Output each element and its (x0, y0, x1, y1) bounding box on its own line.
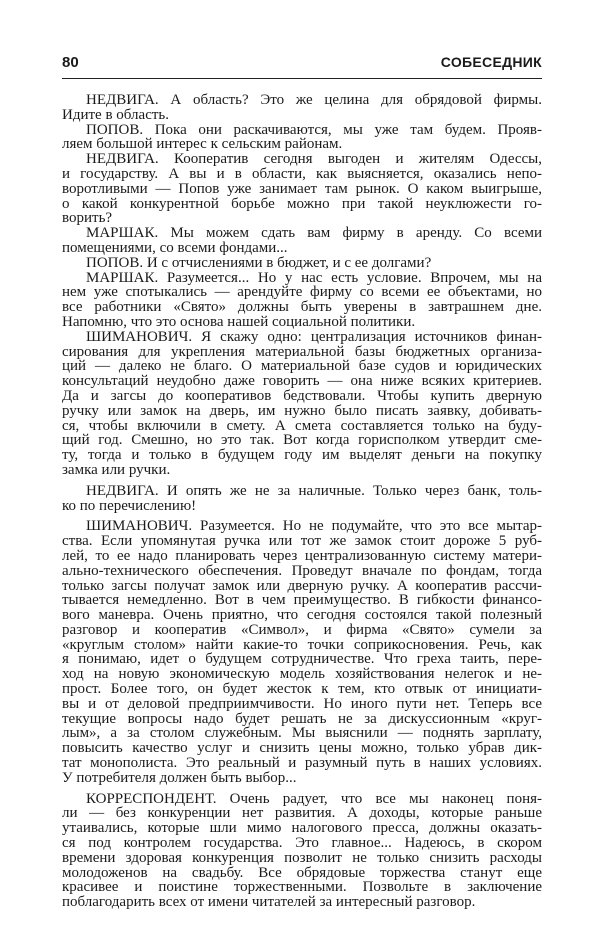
text-line: ту, тогда и только в будущем году им выделят деньги на покупку (62, 447, 542, 464)
text-line: о какой конкурентной борьбе можно при такой неуклюжести го- (62, 195, 542, 212)
text-line: У потребителя должен быть выбор... (62, 769, 297, 786)
dialogue-paragraph (62, 519, 542, 785)
text-line: ход на новую экономическую модель хозяйствования нелегок и не- (62, 666, 542, 683)
text-line: ко по перечислению! (62, 497, 197, 514)
header-rule (62, 78, 542, 79)
text-line: лым», а за столом служебным. Мы выяснили — поднять зарплату, (62, 725, 542, 742)
text-line: тат монополиста. Это реальный и разумный путь в наших условиях. (62, 755, 542, 772)
dialogue-paragraph (62, 226, 542, 256)
text-line: красивее и поистине торжественными. Позвольте в заключение (62, 879, 542, 896)
text-line: я понимаю, идет о будущем сотрудничестве. Что греха таить, пере- (62, 651, 542, 668)
text-line: лей, то ее надо планировать через централизованную систему матери- (62, 547, 542, 564)
text-line: ручку или замок на дверь, им нужно было писать заявку, добивать- (62, 402, 542, 419)
text-line: Напомню, что это основа нашей социальной политики. (62, 313, 416, 330)
text-line: молодоженов на свадьбу. Все обрядовые торжества станут еще (62, 864, 542, 881)
dialogue-paragraph (62, 792, 542, 910)
text-line: и государству. А вы и в области, как выясняется, оказались непо- (62, 165, 542, 182)
text-line: НЕДВИГА. Кооператив сегодня выгоден и жителям Одессы, (86, 151, 542, 168)
dialogue-paragraph (62, 256, 542, 271)
text-line: помещениями, со всеми фондами... (62, 239, 288, 256)
text-line: «круглым столом» найти какие-то точки соприкосновения. Речь, как (62, 636, 542, 653)
text-line: все работники «Свято» должны быть уверены в завтрашнем дне. (62, 299, 542, 316)
dialogue-paragraph (62, 152, 542, 226)
text-line: ся, чтобы включили в смету. А смета составляется только на буду- (62, 417, 542, 434)
text-line: ШИМАНОВИЧ. Я скажу одно: централизация источников финан- (86, 328, 542, 345)
text-line: ций — далеко не благо. О материальной базе судов и юридических (62, 358, 542, 375)
running-title: СОБЕСЕДНИК (440, 54, 542, 70)
text-line: консультаций неудобно даже говорить — она ниже всяких критериев. (62, 373, 542, 390)
text-line: ШИМАНОВИЧ. Разумеется. Но не подумайте, что это все мытар- (86, 518, 542, 535)
text-line: КОРРЕСПОНДЕНТ. Очень радует, что все мы наконец поня- (86, 790, 542, 807)
text-line: ПОПОВ. И с отчислениями в бюджет, и с ее долгами? (86, 254, 432, 271)
text-line: только загсы получат замок или дверную ручку. А кооператив рассчи- (62, 577, 542, 594)
text-line: нем уже спотыкались — арендуйте фирму со всеми ее объектами, но (62, 284, 542, 301)
text-line: поблагодарить всех от имени читателей за интересный разговор. (62, 894, 476, 911)
text-line: тывается немедленно. Вот в чем преимущество. В гибкости финансо- (62, 592, 542, 609)
page-number: 80 (62, 54, 79, 71)
text-line: повысить качество услуг и снизить цены можно, только убрав дик- (62, 740, 542, 757)
text-line: ПОПОВ. Пока они раскачиваются, мы уже там будем. Прояв- (86, 121, 542, 138)
text-line: прост. Более того, он будет жесток к тем, кто отвык от инициати- (62, 681, 542, 698)
dialogue-paragraph (62, 123, 542, 153)
text-line: разговор и кооператив «Символ», и фирма «Свято» сумели за (62, 621, 542, 638)
text-line: ся под контролем государства. Это главное... Надеюсь, в скором (62, 835, 542, 852)
text-line: замка или ручки. (62, 461, 171, 478)
text-line: ально-технического обеспечения. Проведут вначале по фондам, тогда (62, 562, 542, 579)
text-line: НЕДВИГА. И опять же не за наличные. Только через банк, толь- (86, 482, 542, 499)
text-line: МАРШАК. Разумеется... Но у нас есть условие. Впрочем, мы на (86, 269, 542, 286)
text-line: сирования для укрепления материальной базы бюджетных организа- (62, 343, 542, 360)
text-line: Да и загсы до кооперативов бедствовали. Чтобы купить дверную (62, 387, 542, 404)
text-line: МАРШАК. Мы можем сдать вам фирму в аренду. Со всеми (86, 225, 542, 242)
body-text (62, 93, 542, 910)
dialogue-paragraph (62, 484, 542, 514)
text-line: ляем большой интерес к сельским районам. (62, 136, 343, 153)
text-line: щий год. Смешно, но это так. Вот когда горисполком утвердит сме- (62, 432, 542, 449)
text-line: вого маневра. Очень приятно, что сегодня состоялся такой полезный (62, 607, 542, 624)
text-line: текущие вопросы надо будет решать не за дискуссионным «круг- (62, 710, 542, 727)
dialogue-paragraph (62, 93, 542, 123)
page-header (62, 52, 542, 76)
text-line: вы и от деловой предприимчивости. Но иного пути нет. Теперь все (62, 695, 542, 712)
text-line: Идите в область. (62, 106, 169, 123)
text-line: воротливыми — Попов уже занимает там рынок. О каком выигрыше, (62, 180, 542, 197)
dialogue-paragraph (62, 271, 542, 330)
text-line: ворить? (62, 210, 113, 227)
text-line: ства. Если упомянутая ручка или тот же замок стоит дороже 5 руб- (62, 533, 542, 550)
text-line: НЕДВИГА. А область? Это же целина для обрядовой фирмы. (86, 92, 542, 108)
text-line: утаивались, которые шли мимо налогового пресса, должны оказать- (62, 820, 542, 837)
dialogue-paragraph (62, 330, 542, 478)
text-line: времени здоровая конкуренция позволит не только снизить расходы (62, 849, 542, 866)
text-line: ли — без конкуренции нет развития. А доходы, которые раньше (62, 805, 542, 822)
